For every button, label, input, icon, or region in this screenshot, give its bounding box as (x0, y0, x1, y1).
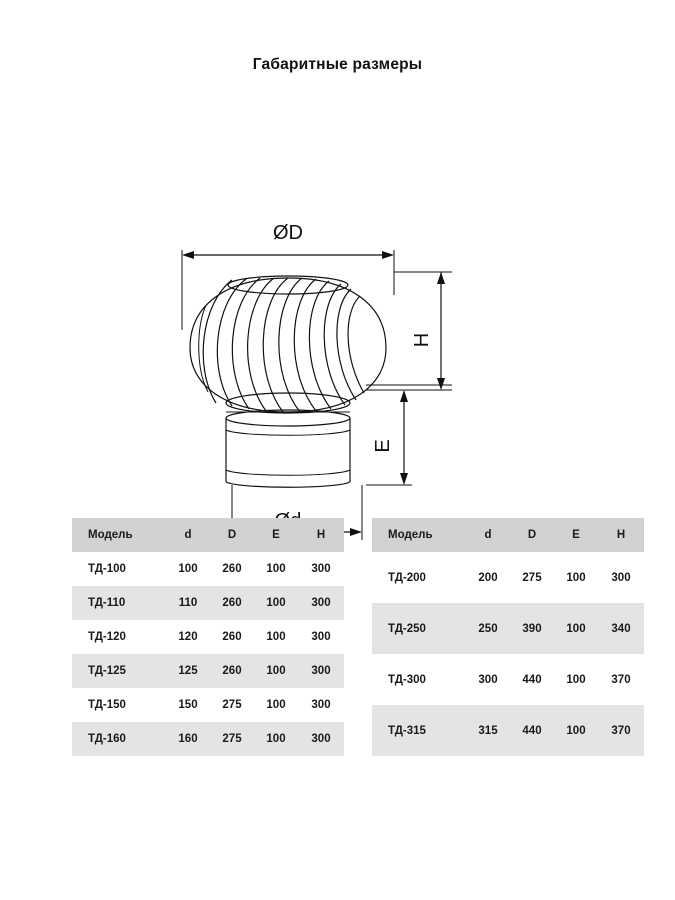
cell-E: 100 (266, 563, 286, 575)
label-height-total: H (411, 332, 433, 348)
cell-d: 315 (478, 724, 498, 737)
col-header-E: E (272, 529, 280, 541)
cell-d: 120 (178, 631, 198, 643)
cell-D: 275 (522, 571, 542, 584)
cell-H: 300 (311, 665, 331, 677)
table-row (372, 654, 644, 705)
cell-d: 125 (178, 665, 198, 677)
spec-tables (0, 518, 675, 756)
label-inner-diameter: Ød (274, 510, 302, 532)
cell-H: 300 (611, 571, 631, 584)
cell-E: 100 (566, 622, 586, 635)
cell-D: 275 (222, 733, 242, 745)
table-header-row (372, 518, 644, 552)
col-header-E: E (572, 529, 580, 541)
cell-H: 370 (611, 724, 631, 737)
cell-D: 260 (222, 597, 242, 609)
cell-D: 260 (222, 665, 242, 677)
cell-model: ТД-125 (88, 665, 126, 677)
cell-E: 100 (566, 673, 586, 686)
cell-d: 200 (478, 571, 498, 584)
cell-D: 275 (222, 699, 242, 711)
table-header-row (72, 518, 344, 552)
col-header-H: H (616, 529, 626, 541)
col-header-model: Модель (88, 529, 133, 541)
cell-D: 390 (522, 622, 542, 635)
cell-E: 100 (566, 571, 586, 584)
cell-d: 150 (178, 699, 198, 711)
cell-D: 260 (222, 563, 242, 575)
cell-model: ТД-250 (388, 622, 426, 635)
cell-model: ТД-110 (88, 597, 126, 609)
col-header-d: d (484, 529, 492, 541)
page-title: Габаритные размеры (252, 56, 423, 73)
cell-model: ТД-120 (88, 631, 126, 643)
cell-d: 160 (178, 733, 198, 745)
table-row (72, 688, 344, 722)
table-small-models (72, 518, 344, 756)
cell-model: ТД-300 (388, 673, 426, 686)
table-row (72, 552, 344, 586)
cell-E: 100 (266, 597, 286, 609)
cell-H: 300 (311, 597, 331, 609)
col-header-D: D (227, 529, 237, 541)
table-row (72, 620, 344, 654)
cell-H: 300 (311, 631, 331, 643)
cell-d: 300 (478, 673, 498, 686)
cell-E: 100 (266, 631, 286, 643)
cell-H: 300 (311, 699, 331, 711)
cell-D: 440 (522, 724, 542, 737)
cell-model: ТД-200 (388, 571, 426, 584)
cell-model: ТД-100 (88, 563, 126, 575)
cell-model: ТД-160 (88, 733, 126, 745)
cell-model: ТД-150 (88, 699, 126, 711)
col-header-D: D (527, 529, 537, 541)
cell-D: 260 (222, 631, 242, 643)
col-header-d: d (184, 529, 192, 541)
dimension-drawing (0, 100, 675, 532)
cell-d: 100 (178, 563, 198, 575)
table-row (72, 722, 344, 756)
table-row (372, 552, 644, 603)
table-row (372, 603, 644, 654)
cell-E: 100 (266, 699, 286, 711)
cell-H: 340 (611, 622, 631, 635)
cell-model: ТД-315 (388, 724, 426, 737)
cell-H: 300 (311, 563, 331, 575)
cell-H: 370 (611, 673, 631, 686)
cell-H: 300 (311, 733, 331, 745)
cell-D: 440 (522, 673, 542, 686)
cell-E: 100 (266, 733, 286, 745)
table-row (372, 705, 644, 756)
table-row (72, 586, 344, 620)
table-large-models (372, 518, 644, 756)
col-header-H: H (316, 529, 326, 541)
label-height-base: E (372, 439, 394, 453)
cell-E: 100 (566, 724, 586, 737)
cell-d: 250 (478, 622, 498, 635)
cell-E: 100 (266, 665, 286, 677)
table-row (72, 654, 344, 688)
cell-d: 110 (178, 597, 198, 609)
col-header-model: Модель (388, 529, 433, 541)
label-outer-diameter: ØD (273, 222, 303, 244)
